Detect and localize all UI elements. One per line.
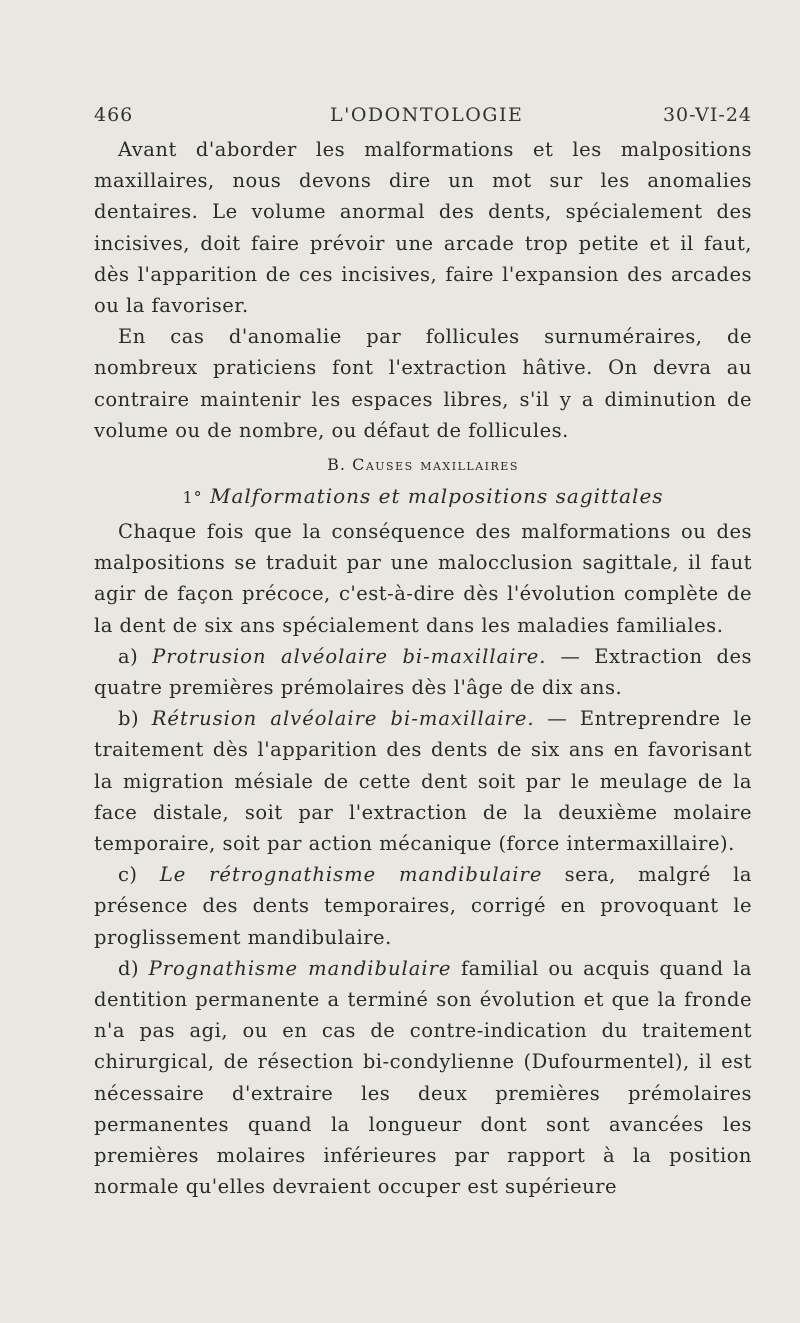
section-heading	[94, 450, 752, 480]
list-item	[94, 641, 752, 703]
paragraph-sagittal: Chaque fois que la conséquence des malformations ou des malpositions se traduit par une malocclusion sagittale, il faut agir de façon précoce, c'est-à-dire dès l'évolution complète de la dent de six ans spécialement dans les maladies familiales.	[94, 520, 752, 637]
item-text: — Entreprendre le traitement dès l'apparition des dents de six ans en favorisant la migration mésiale de cette dent soit par le meulage de la face distale, soit par l'extraction de la deuxième molaire temporaire, soit par action mécanique (force intermaxillaire).	[94, 707, 752, 856]
item-title: Rétrusion alvéolaire bi-maxillaire.	[151, 707, 535, 731]
subsection-heading	[94, 480, 752, 514]
section-title: Causes maxillaires	[352, 455, 519, 475]
running-title: L'ODONTOLOGIE	[330, 104, 524, 126]
item-text: — Extraction des quatre premières prémolaires dès l'âge de dix ans.	[94, 644, 753, 700]
item-marker: a)	[118, 644, 139, 668]
item-marker: c)	[118, 863, 138, 887]
list-item	[94, 703, 752, 859]
paragraph-follicles: En cas d'anomalie par follicules surnuméraires, de nombreux praticiens font l'extraction hâtive. On devra au contraire maintenir les espaces libres, s'il y a diminution de volume ou de nombre, ou défaut de follicules.	[94, 325, 752, 442]
item-title: Protrusion alvéolaire bi-maxillaire.	[152, 644, 547, 668]
item-text: familial ou acquis quand la dentition permanente a terminé son évolution et que la fronde n'a pas agi, ou en cas de contre-indication du traitement chirurgical, de résection bi-condylienne (Dufourmentel), il est nécessaire d'extraire les deux premières prémolaires permanentes quand la longueur dont sont avancées les premières molaires inférieures par rapport à la position normale qu'elles devraient occuper est supérieure	[94, 956, 752, 1199]
item-text: sera, malgré la présence des dents temporaires, corrigé en provoquant le proglissement mandibulaire.	[94, 863, 752, 949]
list-item	[94, 953, 752, 1203]
running-header	[94, 98, 752, 134]
page-number: 466	[94, 104, 134, 126]
issue-date: 30-VI-24	[662, 104, 752, 126]
item-title: Le rétrognathisme mandibulaire	[159, 863, 543, 887]
item-title: Prognathisme mandibulaire	[148, 956, 452, 980]
item-marker: d)	[118, 956, 140, 980]
subsection-title: Malformations et malpositions sagittales	[210, 484, 664, 509]
list-item	[94, 859, 752, 953]
section-letter: B.	[327, 455, 346, 475]
item-marker: b)	[118, 707, 140, 731]
page-body	[94, 134, 752, 1203]
subsection-number: 1°	[182, 488, 203, 508]
paragraph-intro: Avant d'aborder les malformations et les malpositions maxillaires, nous devons dire un mot sur les anomalies dentaires. Le volume anormal des dents, spécialement des incisives, doit faire prévoir une arcade trop petite et il faut, dès l'apparition de ces incisives, faire l'expansion des arcades ou la favoriser.	[94, 138, 752, 318]
